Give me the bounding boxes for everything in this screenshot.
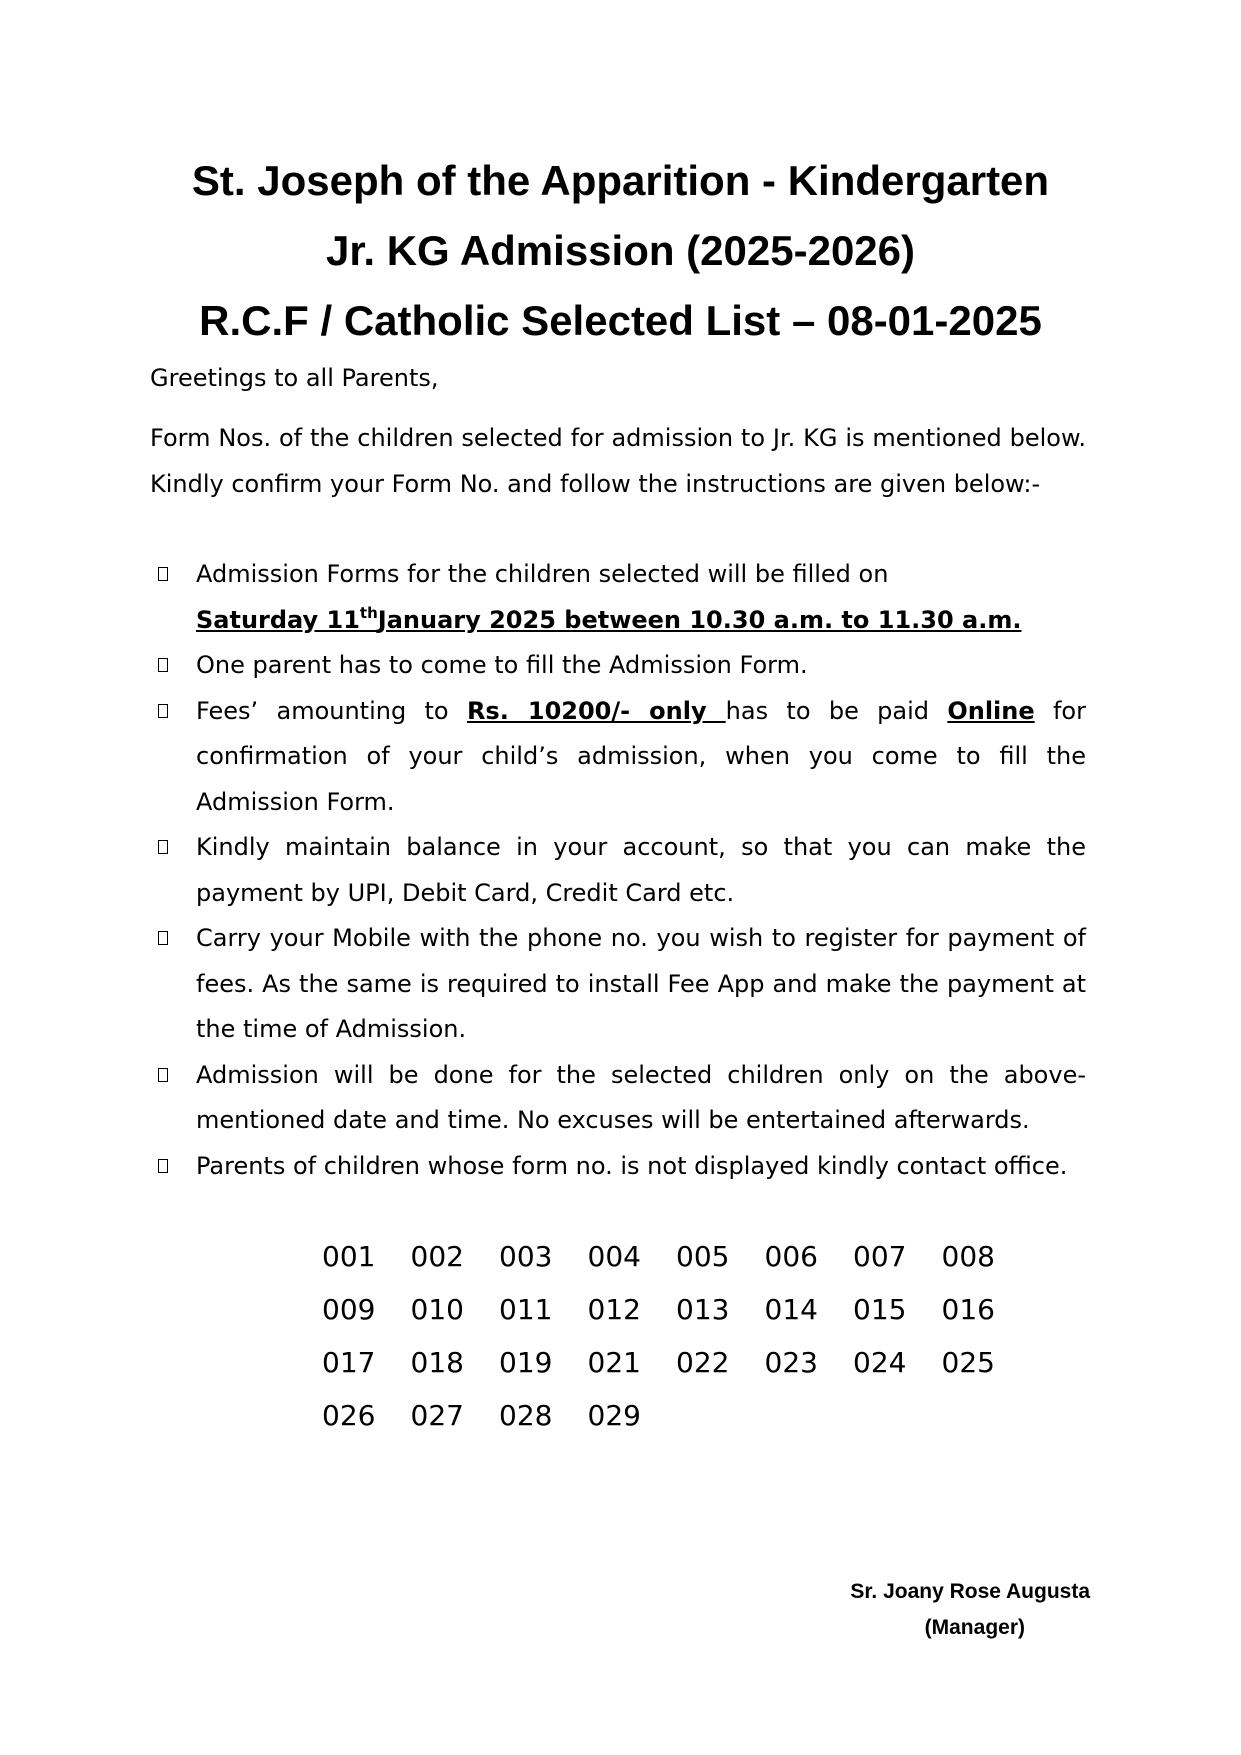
intro-paragraph: Form Nos. of the children selected for admission to Jr. KG is mentioned below. Kindly confirm your Form No. and follow the instructions are given below:- [150, 424, 1086, 498]
school-title: St. Joseph of the Apparition - Kindergarten [191, 157, 1050, 204]
date-ordinal: th [359, 603, 378, 622]
form-number: 005 [676, 1240, 730, 1273]
instruction-text: Kindly maintain balance in your account, so that you can make the payment by UPI, Debit Card, Credit Card etc. [196, 833, 1086, 907]
instruction-text: Admission will be done for the selected children only on the above-mentioned date and time. No excuses will be entertained afterwards. [196, 1060, 1086, 1134]
form-number: 025 [941, 1346, 995, 1379]
form-number: 022 [676, 1346, 730, 1379]
bullet-box-icon [158, 1159, 168, 1173]
instruction-item-date [150, 552, 1086, 643]
instruction-text: Carry your Mobile with the phone no. you wish to register for payment of fees. As the same is required to install Fee App and make the payment at the time of Admission. [196, 924, 1086, 1043]
bullet-box-icon [158, 704, 168, 718]
form-number: 007 [853, 1240, 907, 1273]
admission-time: January 2025 between 10.30 a.m. to 11.30 a.m. [377, 605, 1022, 634]
signature-block [800, 1574, 1090, 1646]
admission-date [196, 603, 1022, 634]
form-number: 001 [322, 1240, 376, 1273]
form-number: 024 [853, 1346, 907, 1379]
form-number: 015 [853, 1293, 907, 1326]
signatory-name: Sr. Joany Rose Augusta [850, 1580, 1090, 1603]
instruction-item-contact [150, 1144, 1086, 1190]
form-number: 008 [941, 1240, 995, 1273]
form-number: 019 [499, 1346, 553, 1379]
bullet-box-icon [158, 840, 168, 854]
form-number: 028 [499, 1399, 553, 1432]
instruction-item-deadline [150, 1053, 1086, 1144]
form-number: 009 [322, 1293, 376, 1326]
payment-mode: Online [947, 696, 1035, 725]
form-number: 011 [499, 1293, 553, 1326]
selected-list-title: R.C.F / Catholic Selected List – 08-01-2025 [199, 297, 1042, 344]
form-number: 026 [322, 1399, 376, 1432]
form-number: 021 [587, 1346, 641, 1379]
fees-text-middle: has to be paid [725, 696, 948, 725]
form-number: 014 [764, 1293, 818, 1326]
form-number: 017 [322, 1346, 376, 1379]
instruction-item-fees [150, 689, 1086, 826]
greeting-text: Greetings to all Parents, [150, 364, 439, 392]
instruction-text: One parent has to come to fill the Admission Form. [196, 651, 808, 679]
form-number-grid [322, 1230, 1030, 1442]
form-number: 010 [410, 1293, 464, 1326]
form-number: 023 [764, 1346, 818, 1379]
fees-amount: Rs. 10200/- only [466, 696, 726, 725]
form-number: 018 [410, 1346, 464, 1379]
form-number: 029 [587, 1399, 641, 1432]
instruction-list [150, 552, 1086, 1189]
bullet-box-icon [158, 1068, 168, 1082]
form-number: 006 [764, 1240, 818, 1273]
form-number: 004 [587, 1240, 641, 1273]
form-number: 016 [941, 1293, 995, 1326]
fees-text-end: for confirmation of your child’s admission, when you come to fill the Admission Form. [196, 696, 1086, 816]
bullet-box-icon [158, 567, 168, 581]
instruction-item-balance [150, 825, 1086, 916]
form-number: 003 [499, 1240, 553, 1273]
admission-day: Saturday 11 [196, 605, 360, 634]
instruction-text: Parents of children whose form no. is not displayed kindly contact office. [196, 1151, 1068, 1180]
bullet-box-icon [158, 931, 168, 945]
fees-text-start: Fees’ amounting to [196, 696, 467, 725]
admission-title: Jr. KG Admission (2025-2026) [325, 227, 916, 274]
form-number: 012 [587, 1293, 641, 1326]
instruction-item-parent [150, 643, 1086, 689]
bullet-box-icon [158, 658, 168, 672]
instruction-text: Admission Forms for the children selected will be filled on [196, 560, 889, 588]
form-number: 027 [410, 1399, 464, 1432]
form-number: 013 [676, 1293, 730, 1326]
instruction-item-mobile [150, 916, 1086, 1053]
form-number: 002 [410, 1240, 464, 1273]
signatory-role: (Manager) [924, 1616, 1025, 1639]
